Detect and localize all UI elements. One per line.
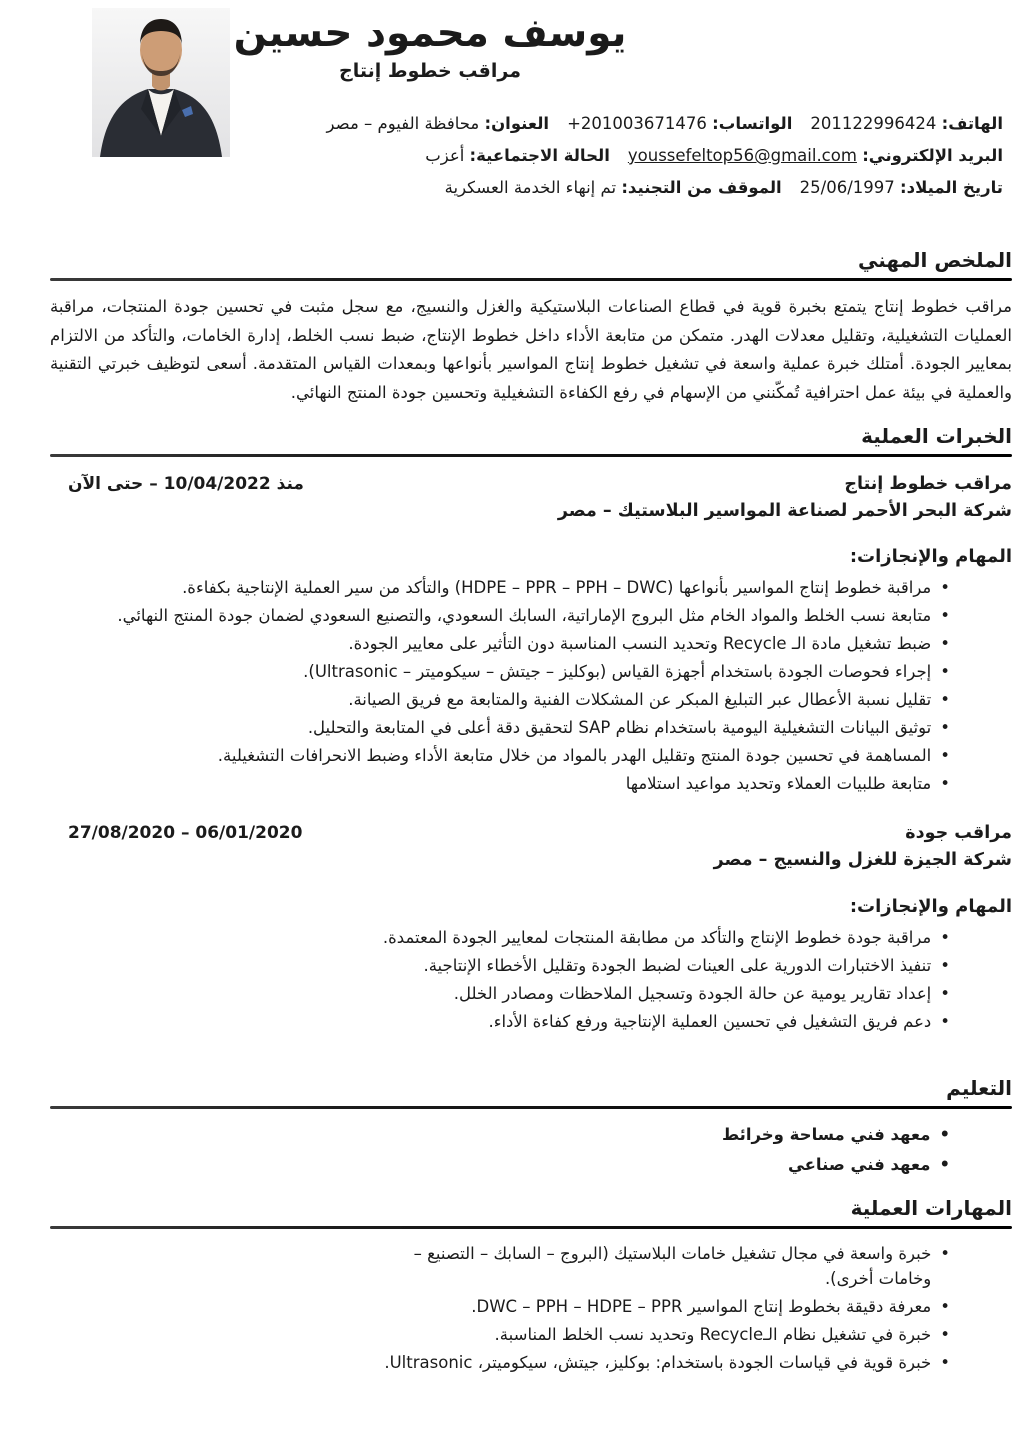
section-divider <box>50 454 1012 457</box>
marital-status-label: الحالة الاجتماعية: <box>469 146 610 165</box>
job-2-title: مراقب جودة <box>905 823 1012 844</box>
education-item-1: معهد فني مساحة وخرائط <box>722 1124 931 1144</box>
job-2-bullet-list <box>50 925 1012 1034</box>
job-1-date: منذ 10/04/2022 – حتى الآن <box>68 474 304 494</box>
job-2-bullet-4: دعم فريق التشغيل في تحسين العملية الإنتاجية ورفع كفاءة الأداء. <box>488 1011 932 1031</box>
experience-section-title: الخبرات العملية <box>861 424 1012 448</box>
marital-status-value: أعزب <box>425 146 465 165</box>
list-item <box>50 953 950 978</box>
whatsapp-field <box>567 114 792 133</box>
candidate-job-title: مراقب خطوط إنتاج <box>339 59 521 82</box>
list-item <box>50 1322 950 1347</box>
job-entry-1 <box>50 471 1012 796</box>
job-1-bullet-5: تقليل نسبة الأعطال عبر التبليغ المبكر عن المشكلات الفنية والمتابعة مع فريق الصيانة. <box>348 690 932 710</box>
list-item <box>50 1241 950 1291</box>
summary-paragraph: مراقب خطوط إنتاج يتمتع بخبرة قوية في قطاع الصناعات البلاستيكية والغزل والنسيج، مع سجل مثبت في تحسين جودة المنتجات، مراقبة العمليات التشغيلية، وتقليل معدلات الهدر. متمكن من متابعة الأداء داخل خطوط الإنتاج، ضبط نسب الخلط، إدارة الخامات، والتأكد من الالتزام بمعايير الجودة. أمتلك خبرة عملية واسعة في تشغيل خطوط إنتاج المواسير بأنواعها وبمعدات القياس المتقدمة. أسعى لتوظيف خبرتي التقنية والعملية في بيئة عمل احترافية تُمكّنني من الإسهام في رفع الكفاءة التشغيلية وتحسين جودة المنتج النهائي. <box>50 297 1012 402</box>
list-item <box>50 925 950 950</box>
military-status-field <box>445 178 782 197</box>
list-item <box>50 1350 950 1375</box>
job-1-bullet-1: مراقبة خطوط إنتاج المواسير بأنواعها (HDPE – PPR – PPH – DWC) والتأكد من سير العملية الإنتاجية بكفاءة. <box>182 578 932 598</box>
summary-section-title: الملخص المهني <box>858 248 1012 272</box>
bullet-icon: • <box>940 662 950 682</box>
skill-item-2: معرفة دقيقة بخطوط إنتاج المواسير DWC – PPH – HDPE – PPR. <box>471 1296 932 1316</box>
list-item <box>50 1294 950 1319</box>
birth-date-value: 25/06/1997 <box>799 178 895 197</box>
section-divider <box>50 1106 1012 1109</box>
bullet-icon: • <box>940 606 950 626</box>
contact-info <box>327 114 1003 210</box>
bullet-icon: • <box>940 1243 950 1263</box>
job-1-bullet-list <box>50 575 1012 796</box>
section-divider <box>50 278 1012 281</box>
bullet-icon: • <box>940 690 950 710</box>
candidate-name: يوسف محمود حسين <box>233 11 627 56</box>
bullet-icon: • <box>940 983 950 1003</box>
list-item <box>50 631 950 656</box>
whatsapp-label: الواتساب: <box>712 114 793 133</box>
bullet-icon: • <box>940 955 950 975</box>
job-2-header <box>50 820 1012 874</box>
job-2-bullet-1: مراقبة جودة خطوط الإنتاج والتأكد من مطابقة المنتجات لمعايير الجودة المعتمدة. <box>382 927 932 947</box>
job-entry-2 <box>50 820 1012 1033</box>
cv-body <box>50 240 1012 1378</box>
bullet-icon: • <box>939 1154 950 1174</box>
address-label: العنوان: <box>484 114 550 133</box>
list-item <box>50 1152 950 1177</box>
bullet-icon: • <box>940 1011 950 1031</box>
skill-item-4: خبرة قوية في قياسات الجودة باستخدام: بوكليز، جيتش، سيكوميتر، Ultrasonic. <box>384 1352 932 1372</box>
bullet-icon: • <box>940 578 950 598</box>
list-item <box>50 1009 950 1034</box>
contact-row-2 <box>327 146 1003 165</box>
email-link[interactable]: youssefeltop56@gmail.com <box>627 146 857 165</box>
job-1-titles <box>558 471 1012 525</box>
job-1-bullet-7: المساهمة في تحسين جودة المنتج وتقليل الهدر بالمواد من خلال متابعة الأداء وضبط الانحرافات التشغيلية. <box>217 746 932 766</box>
name-block <box>140 10 720 82</box>
address-field <box>327 114 550 133</box>
list-item <box>50 687 950 712</box>
section-experience <box>50 424 1012 1034</box>
phone-label: الهاتف: <box>941 114 1003 133</box>
list-item <box>50 575 950 600</box>
job-1-bullet-2: متابعة نسب الخلط والمواد الخام مثل البروج الإماراتية، السابك السعودي، والتصنيع السعودي لضمان جودة المنتج النهائي. <box>117 606 932 626</box>
bullet-icon: • <box>940 774 950 794</box>
bullet-icon: • <box>940 718 950 738</box>
section-summary <box>50 248 1012 407</box>
list-item <box>50 743 950 768</box>
section-skills <box>50 1196 1012 1375</box>
whatsapp-value: +201003671476 <box>567 114 707 133</box>
list-item <box>50 715 950 740</box>
section-divider <box>50 1226 1012 1229</box>
military-status-label: الموقف من التجنيد: <box>621 178 782 197</box>
military-status-value: تم إنهاء الخدمة العسكرية <box>444 178 617 197</box>
address-value: محافظة الفيوم – مصر <box>326 114 480 133</box>
contact-row-1 <box>327 114 1003 133</box>
education-section-title: التعليم <box>946 1075 1012 1100</box>
job-2-date: 06/01/2020 – 27/08/2020 <box>68 823 303 844</box>
job-1-bullet-3: ضبط تشغيل مادة الـ Recycle وتحديد النسب المناسبة دون التأثير على معايير الجودة. <box>348 634 932 654</box>
phone-value: 201122996424 <box>810 114 937 133</box>
bullet-icon: • <box>940 1324 950 1344</box>
job-1-bullet-4: إجراء فحوصات الجودة باستخدام أجهزة القياس (بوكليز – جيتش – سيكوميتر – Ultrasonic). <box>303 662 932 682</box>
list-item <box>50 771 950 796</box>
birth-date-label: تاريخ الميلاد: <box>900 178 1003 197</box>
phone-field <box>810 114 1003 133</box>
email-label: البريد الإلكتروني: <box>862 146 1003 165</box>
skills-list <box>50 1241 1012 1375</box>
job-2-tasks-label: المهام والإنجازات: <box>849 895 1012 917</box>
bullet-icon: • <box>939 1124 950 1144</box>
section-education <box>50 1076 1012 1177</box>
list-item <box>50 659 950 684</box>
skill-item-1: خبرة واسعة في مجال تشغيل خامات البلاستيك (البروج – السابك – التصنيع – وخامات أخرى). <box>413 1243 932 1288</box>
education-item-2: معهد فني صناعي <box>787 1154 931 1174</box>
job-1-bullet-6: توثيق البيانات التشغيلية اليومية باستخدام نظام SAP لتحقيق دقة أعلى في المتابعة والتحليل. <box>307 718 932 738</box>
job-2-company: شركة الجيزة للغزل والنسيج – مصر <box>713 850 1012 871</box>
job-2-bullet-2: تنفيذ الاختبارات الدورية على العينات لضبط الجودة وتقليل الأخطاء الإنتاجية. <box>423 955 932 975</box>
education-list <box>50 1122 1012 1177</box>
bullet-icon: • <box>940 634 950 654</box>
email-field <box>628 146 1003 165</box>
bullet-icon: • <box>940 1352 950 1372</box>
job-1-bullet-8: متابعة طلبيات العملاء وتحديد مواعيد استلامها <box>625 774 932 794</box>
job-1-company: شركة البحر الأحمر لصناعة المواسير البلاستيك – مصر <box>557 501 1012 522</box>
bullet-icon: • <box>940 746 950 766</box>
birth-date-field <box>800 178 1003 197</box>
marital-status-field <box>425 146 610 165</box>
bullet-icon: • <box>940 1296 950 1316</box>
list-item <box>50 1122 950 1147</box>
job-1-tasks-label: المهام والإنجازات: <box>849 546 1012 568</box>
skill-item-3: خبرة في تشغيل نظام الـRecycle وتحديد نسب الخلط المناسبة. <box>494 1324 932 1344</box>
job-2-titles <box>714 820 1012 874</box>
contact-row-3 <box>327 178 1003 197</box>
job-1-title: مراقب خطوط إنتاج <box>844 474 1012 494</box>
skills-section-title: المهارات العملية <box>850 1195 1012 1220</box>
list-item <box>50 981 950 1006</box>
job-2-bullet-3: إعداد تقارير يومية عن حالة الجودة وتسجيل الملاحظات ومصادر الخلل. <box>453 983 932 1003</box>
bullet-icon: • <box>940 927 950 947</box>
list-item <box>50 603 950 628</box>
job-1-header <box>50 471 1012 525</box>
